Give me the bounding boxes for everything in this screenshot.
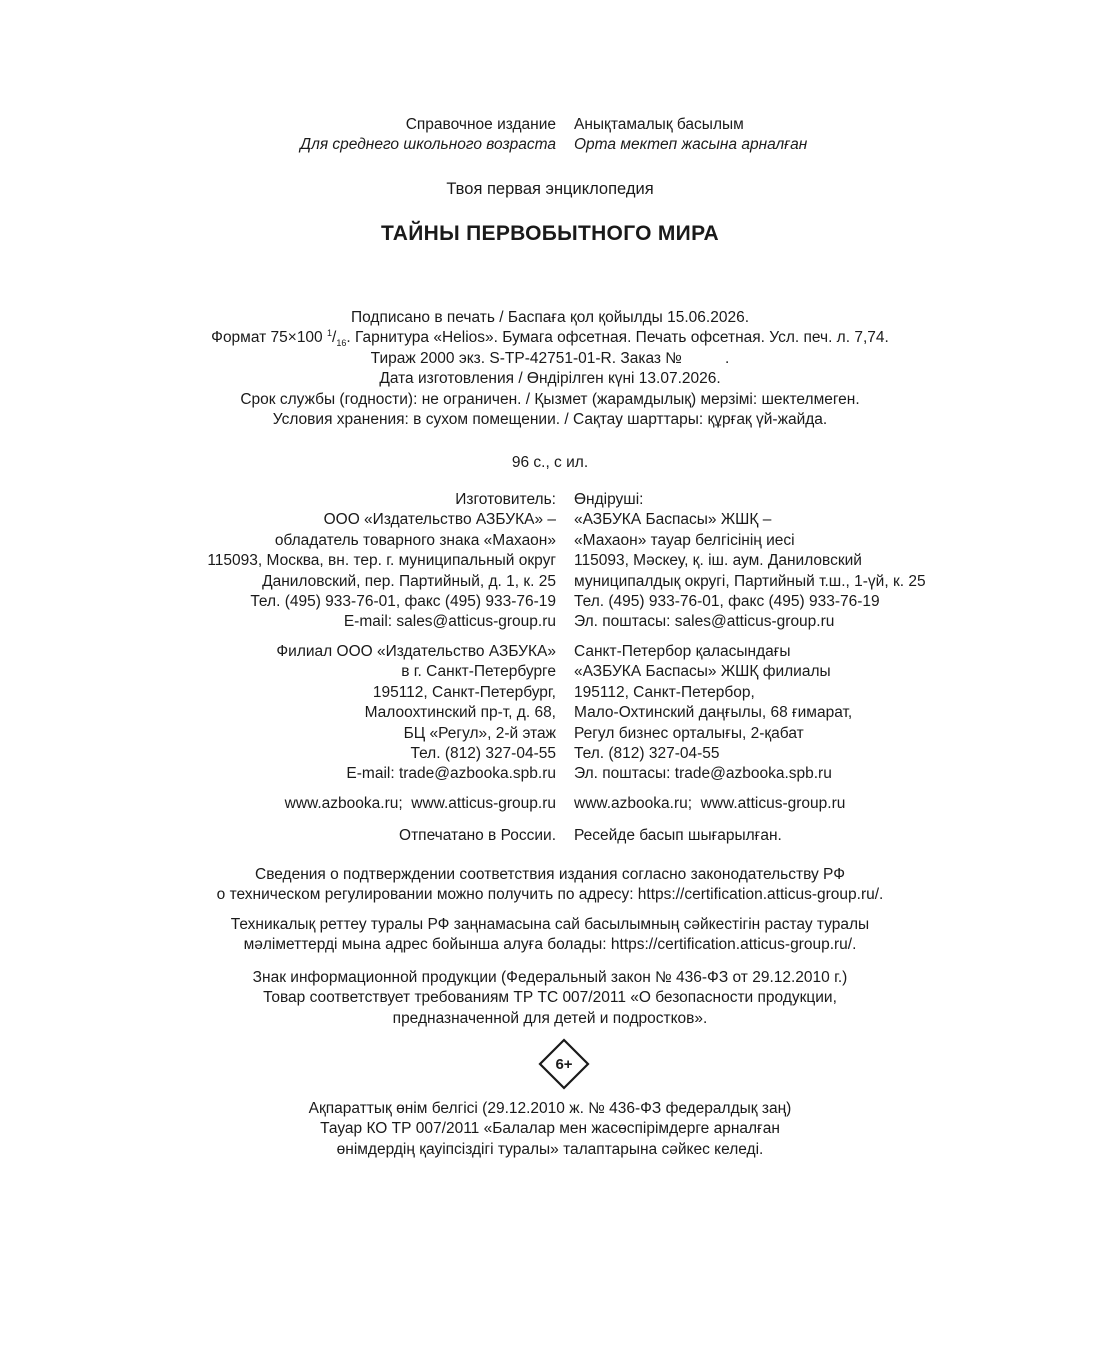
branch-line: Тел. (812) 327-04-55 [574,745,720,763]
manufacturer-line: Өндіруші: [574,491,644,508]
info-sign-line: предназначенной для детей и подростков». [392,1009,708,1027]
age-rating-text: 6+ [555,1056,573,1073]
manufacturer-line: «АЗБУКА Баспасы» ЖШҚ – [574,511,772,529]
printed-in-ru: Отпечатано в России. [399,827,556,844]
manufacturer-line: обладатель товарного знака «Махаон» [274,531,556,549]
certification-line: мәліметтерді мына адрес бойынша алуға болады: https://certification.atticus-group.ru/. [243,936,857,954]
branch-line: Санкт-Петербор қаласындағы [574,643,791,660]
manufacturer-line: Тел. (495) 933-76-01, факс (495) 933-76-19 [574,593,880,611]
manufacturer-line: ООО «Издательство АЗБУКА» – [323,511,556,529]
certification-line: Сведения о подтверждении соответствия издания согласно законодательству РФ [255,866,845,883]
age-rating-diamond-icon [538,1038,590,1090]
manufacturer-line: E-mail: sales@atticus-group.ru [343,613,556,631]
info-sign-line: Товар соответствует требованиям ТР ТС 007/2011 «О безопасности продукции, [263,989,837,1007]
branch-line: Регул бизнес орталығы, 2-қабат [574,724,804,742]
manufacturer-line: 115093, Мәскеу, қ. іш. аум. Даниловский [574,552,862,570]
websites-block [0,794,1100,814]
printed-in-kz: Ресейде басып шығарылған. [574,827,782,844]
age-group-kz: Орта мектеп жасына арналған [574,136,808,154]
certification-line: Техникалық реттеу туралы РФ заңнамасына сай басылымның сәйкестігін растау туралы [230,916,870,933]
certification-ru [0,865,1100,906]
websites-ru: www.azbooka.ru; www.atticus-group.ru [284,795,556,812]
signed-to-print: Подписано в печать / Баспаға қол қойылды 15.06.2026. [350,309,750,326]
branch-line: «АЗБУКА Баспасы» ЖШҚ филиалы [574,663,831,681]
imprint-block [0,308,1100,430]
print-run: Тираж 2000 экз. S-TP-42751-01-R. Заказ № . [370,349,730,367]
manufacturer-line: Даниловский, пер. Партийный, д. 1, к. 25 [262,572,556,590]
age-rating-badge [538,1038,590,1090]
certification-kz [0,915,1100,956]
branch-line: Эл. поштасы: trade@azbooka.spb.ru [574,765,832,783]
edition-type-kz [556,115,1100,156]
info-product-sign-kz [0,1099,1100,1160]
branch-line: Малоохтинский пр-т, д. 68, [364,704,556,722]
reference-edition-ru: Справочное издание [405,116,556,133]
info-sign-line: өнімдердің қауіпсіздігі туралы» талаптарына сәйкес келеді. [336,1140,764,1158]
branch-line: Мало-Охтинский даңғылы, 68 ғимарат, [574,704,853,722]
manufacturer-line: муниципалдық округі, Партийный т.ш., 1-үй, к. 25 [574,572,926,590]
series-name: Твоя первая энциклопедия [446,180,654,198]
storage-conditions: Условия хранения: в сухом помещении. / Сақтау шарттары: құрғақ үй-жайда. [272,411,828,429]
branch-line: БЦ «Регул», 2-й этаж [403,724,556,742]
info-sign-line: Ақпараттық өнім белгісі (29.12.2010 ж. № 436-ФЗ федералдық заң) [308,1100,792,1117]
printed-in-block [0,826,1100,846]
edition-type-ru [0,115,556,156]
service-life: Срок службы (годности): не ограничен. / Қызмет (жарамдылық) мерзімі: шектелмеген. [240,390,860,408]
branch-ru [0,642,556,785]
manufacturer-line: 115093, Москва, вн. тер. г. муниципальный округ [207,552,556,570]
manufacturer-block [0,490,1100,633]
reference-edition-kz: Анықтамалық басылым [574,116,744,133]
certification-line: о техническом регулировании можно получить по адресу: https://certification.atticus-group.ru/. [216,886,884,904]
book-title: ТАЙНЫ ПЕРВОБЫТНОГО МИРА [381,222,719,245]
branch-kz [556,642,1100,785]
branch-line: 195112, Санкт-Петербор, [574,683,755,701]
branch-line: в г. Санкт-Петербурге [401,663,556,681]
info-sign-line: Знак информационной продукции (Федеральный закон № 436-ФЗ от 29.12.2010 г.) [252,969,848,986]
branch-line: Тел. (812) 327-04-55 [410,745,556,763]
edition-type-block [0,115,1100,156]
manufacturer-kz [556,490,1100,633]
manufacturer-line: Эл. поштасы: sales@atticus-group.ru [574,613,835,631]
page-count: 96 с., с ил. [511,454,589,471]
format-line: Формат 75×100 $^1/_{16}$. Гарнитура «Helios». Бумага офсетная. Печать офсетная. Усл. печ. л. 7,74. [211,328,889,349]
manufacturer-line: «Махаон» тауар белгісінің иесі [574,531,795,549]
info-product-sign-ru [0,968,1100,1029]
manufacturer-ru [0,490,556,633]
manufacture-date: Дата изготовления / Өндірілген күні 13.07.2026. [379,370,721,388]
info-sign-line: Тауар КО ТР 007/2011 «Балалар мен жасөспірімдерге арналған [320,1120,780,1138]
websites-kz: www.azbooka.ru; www.atticus-group.ru [574,795,846,812]
manufacturer-line: Тел. (495) 933-76-01, факс (495) 933-76-19 [250,593,556,611]
manufacturer-line: Изготовитель: [455,491,556,508]
age-group-ru: Для среднего школьного возраста [300,136,556,154]
branch-line: Филиал ООО «Издательство АЗБУКА» [276,643,556,660]
branch-block [0,642,1100,785]
branch-line: E-mail: trade@azbooka.spb.ru [346,765,556,783]
branch-line: 195112, Санкт-Петербург, [372,683,556,701]
